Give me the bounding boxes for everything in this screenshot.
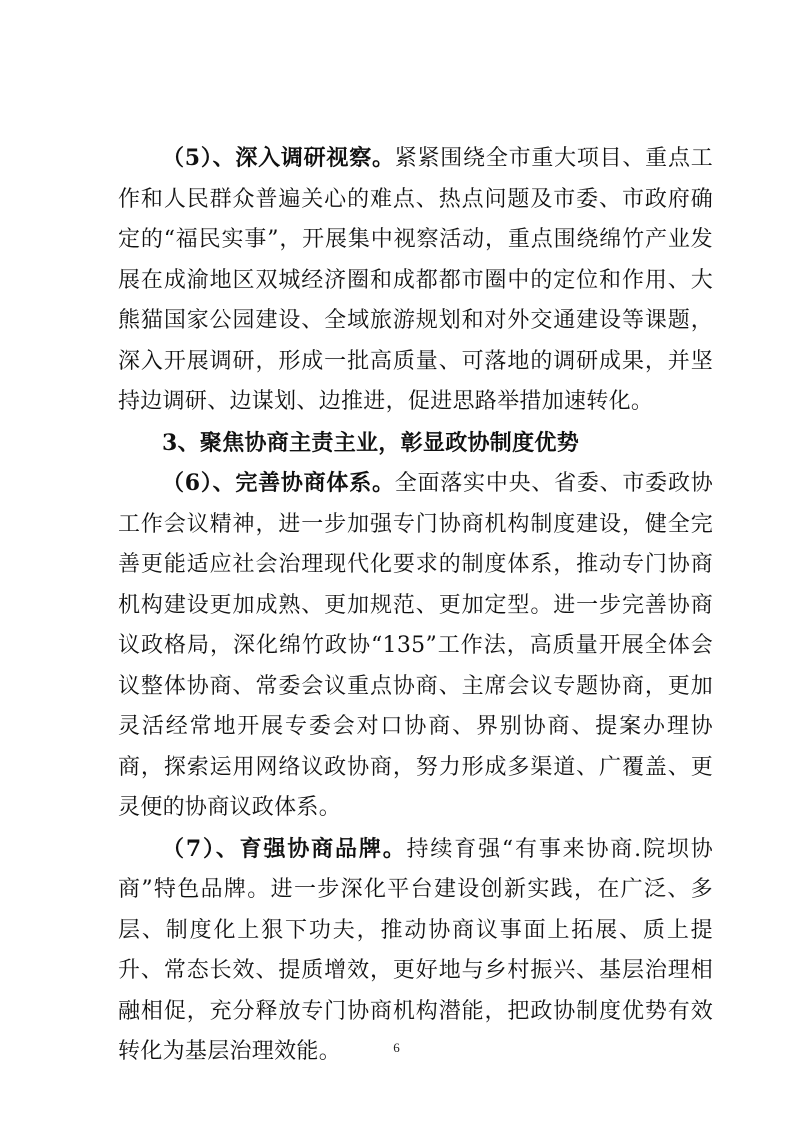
paragraph-consultation-brand: [118, 829, 713, 1073]
paragraph-text: 持续育强“有事来协商.院坝协商”特色品牌。进一步深化平台建设创新实践，在广泛、多层、制度化上狠下功夫，推动协商议事面上拓展、质上提升、常态长效、提质增效，更好地与乡村振兴、基层治理相融相促，充分释放专门协商机构潜能，把政协制度优势有效转化为基层治理效能。: [118, 836, 713, 1064]
paragraph-research-inspection: [118, 138, 713, 423]
paragraph-lead: （5）、深入调研视察。: [162, 145, 395, 171]
document-body: [118, 138, 713, 1073]
paragraph-text: 紧紧围绕全市重大项目、重点工作和人民群众普遍关心的难点、热点问题及市委、市政府确定的“福民实事”，开展集中视察活动，重点围绕绵竹产业发展在成渝地区双城经济圈和成都都市圈中的定位和作用、大熊猫国家公园建设、全域旅游规划和对外交通建设等课题，深入开展调研，形成一批高质量、可落地的调研成果，并坚持边调研、边谋划、边推进，促进思路举措加速转化。: [118, 146, 714, 414]
paragraph-lead: （7）、育强协商品牌。: [162, 835, 407, 862]
paragraph-lead: （6）、完善协商体系。: [162, 470, 395, 496]
section-heading: 3、聚焦协商主责主业，彰显政协制度优势: [162, 429, 580, 456]
page-number: 6: [393, 1040, 400, 1055]
paragraph-consultation-system: [118, 463, 713, 829]
paragraph-text: 全面落实中央、省委、市委政协工作会议精神，进一步加强专门协商机构制度建设，健全完善更能适应社会治理现代化要求的制度体系，推动专门协商机构建设更加成熟、更加规范、更加定型。进一步完善协商议政格局，深化绵竹政协“135”工作法，高质量开展全体会议整体协商、常委会议重点协商、主席会议专题协商，更加灵活经常地开展专委会对口协商、界别协商、提案办理协商，探索运用网络议政协商，努力形成多渠道、广覆盖、更灵便的协商议政体系。: [118, 471, 714, 820]
